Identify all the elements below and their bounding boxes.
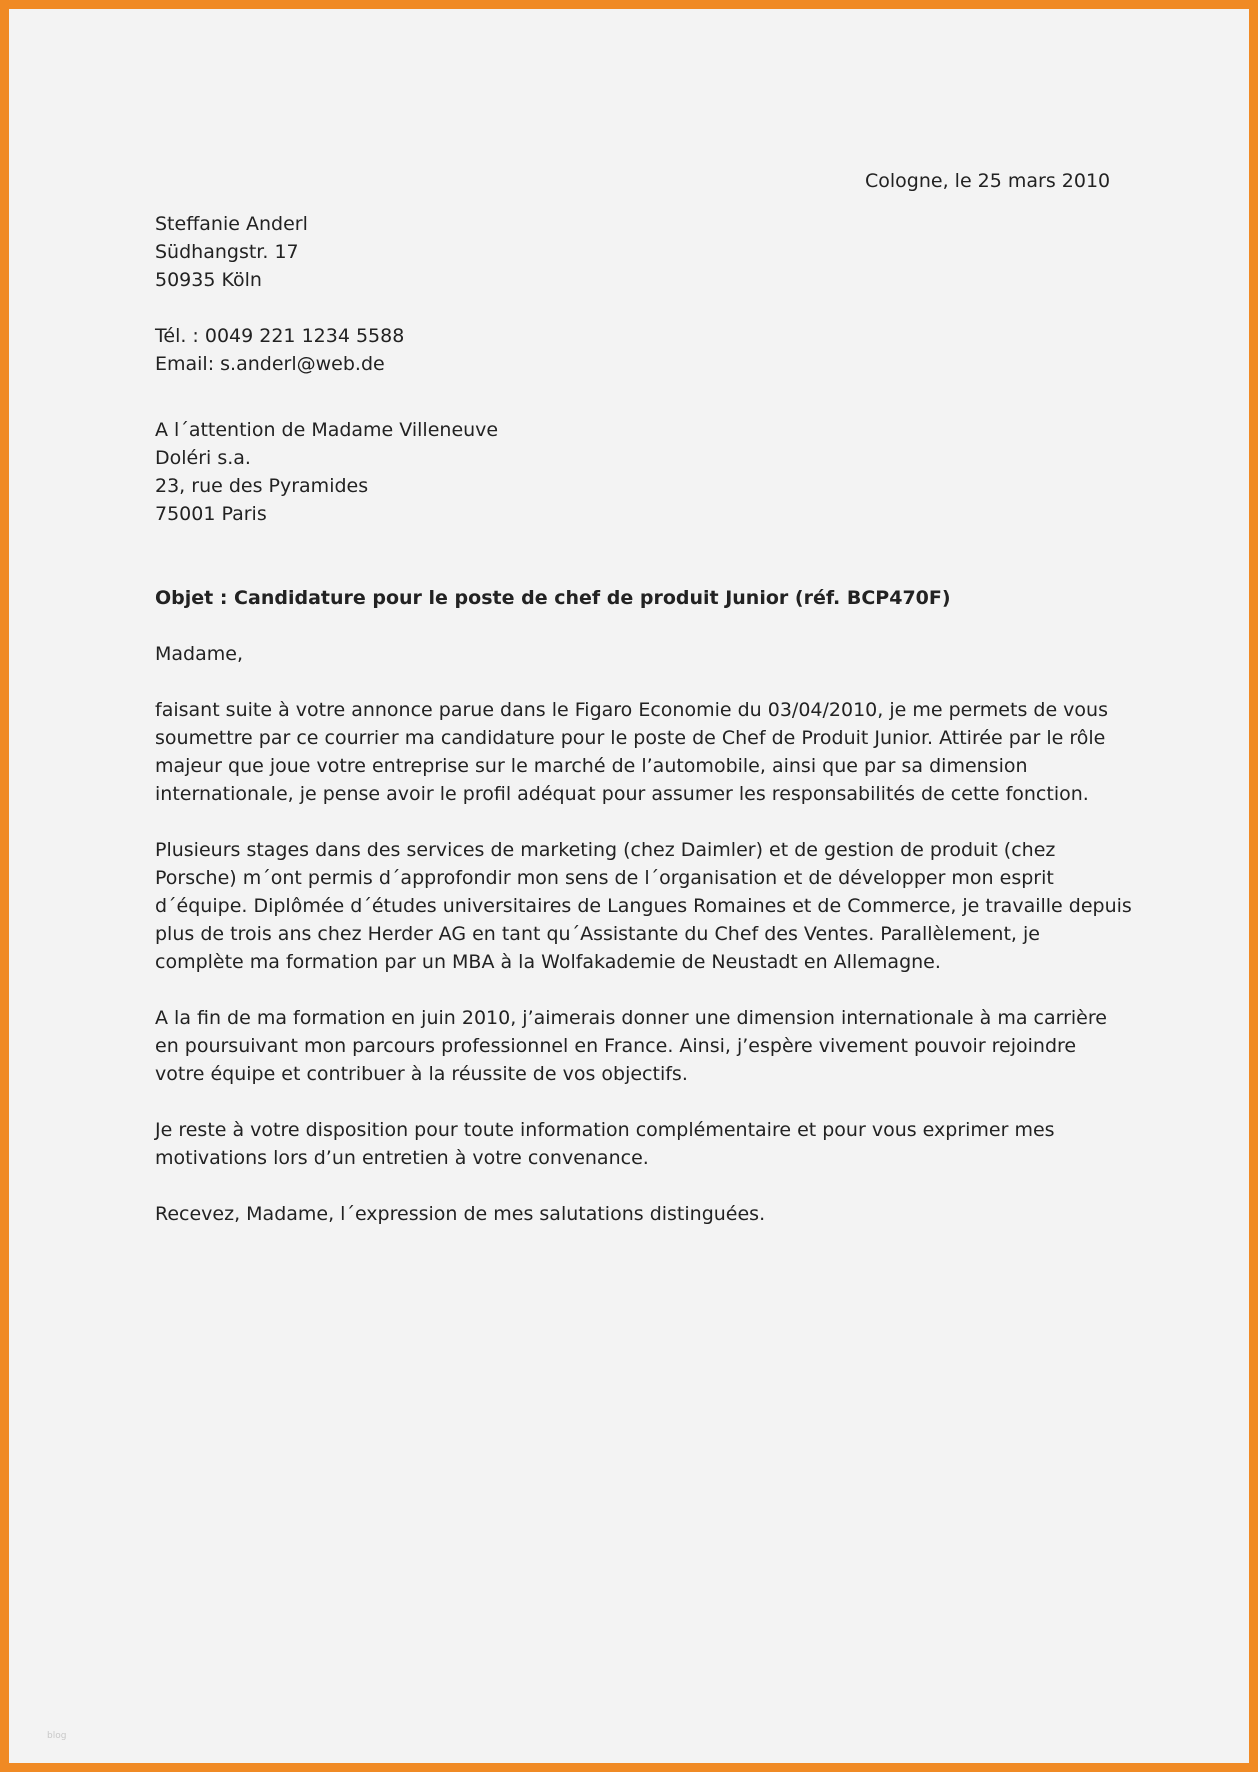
sender-block <box>155 210 1115 378</box>
letter-salutation: Madame, <box>155 643 243 665</box>
letter-body <box>155 164 1132 1228</box>
paragraph-line: majeur que joue votre entreprise sur le marché de l’automobile, ainsi que par sa dimension <box>155 755 1028 777</box>
paragraph-line: soumettre par ce courrier ma candidature pour le poste de Chef de Produit Junior. Attirée par le rôle <box>155 727 1106 749</box>
paragraph-line: motivations lors d’un entretien à votre convenance. <box>155 1147 649 1169</box>
letter-date: Cologne, le 25 mars 2010 <box>865 170 1111 192</box>
recipient-attention: A l´attention de Madame Villeneuve <box>155 419 499 441</box>
sender-street: Südhangstr. 17 <box>155 241 299 263</box>
paragraph-line: d´équipe. Diplômée d´études universitaires de Langues Romaines et de Commerce, je travaille depuis <box>155 895 1132 917</box>
paragraph-line: faisant suite à votre annonce parue dans le Figaro Economie du 03/04/2010, je me permets de vous <box>155 699 1108 721</box>
paragraph-1 <box>155 696 1115 808</box>
paragraph-line: complète ma formation par un MBA à la Wolfakademie de Neustadt en Allemagne. <box>155 951 941 973</box>
paragraph-line: internationale, je pense avoir le profil adéquat pour assumer les responsabilités de cette fonction. <box>155 783 1089 805</box>
paragraph-line: plus de trois ans chez Herder AG en tant qu´Assistante du Chef des Ventes. Parallèlement, je <box>155 923 1040 945</box>
paragraph-line: Porsche) m´ont permis d´approfondir mon sens de l´organisation et de développer mon esprit <box>155 867 1054 889</box>
sender-name: Steffanie Anderl <box>155 213 308 235</box>
watermark: blog <box>47 1731 67 1741</box>
paragraph-line: A la fin de ma formation en juin 2010, j’aimerais donner une dimension internationale à ma carrière <box>155 1007 1107 1029</box>
paragraph-2 <box>155 836 1132 976</box>
paragraph-line: Plusieurs stages dans des services de marketing (chez Daimler) et de gestion de produit (chez <box>155 839 1056 861</box>
letter-subject: Objet : Candidature pour le poste de chef de produit Junior (réf. BCP470F) <box>155 587 951 609</box>
paragraph-5 <box>155 1200 1115 1228</box>
paragraph-4 <box>155 1116 1115 1172</box>
recipient-city: 75001 Paris <box>155 503 267 525</box>
sender-city: 50935 Köln <box>155 269 262 291</box>
paragraph-line: votre équipe et contribuer à la réussite de vos objectifs. <box>155 1063 688 1085</box>
sender-email: Email: s.anderl@web.de <box>155 353 385 375</box>
recipient-street: 23, rue des Pyramides <box>155 475 369 497</box>
sender-phone: Tél. : 0049 221 1234 5588 <box>155 325 405 347</box>
paragraph-line: Je reste à votre disposition pour toute information complémentaire et pour vous exprimer mes <box>155 1119 1055 1141</box>
recipient-block <box>155 416 1115 528</box>
recipient-company: Doléri s.a. <box>155 447 251 469</box>
paragraph-3 <box>155 1004 1115 1088</box>
closing-line: Recevez, Madame, l´expression de mes salutations distinguées. <box>155 1203 766 1225</box>
paragraph-line: en poursuivant mon parcours professionnel en France. Ainsi, j’espère vivement pouvoir rejoindre <box>155 1035 1077 1057</box>
